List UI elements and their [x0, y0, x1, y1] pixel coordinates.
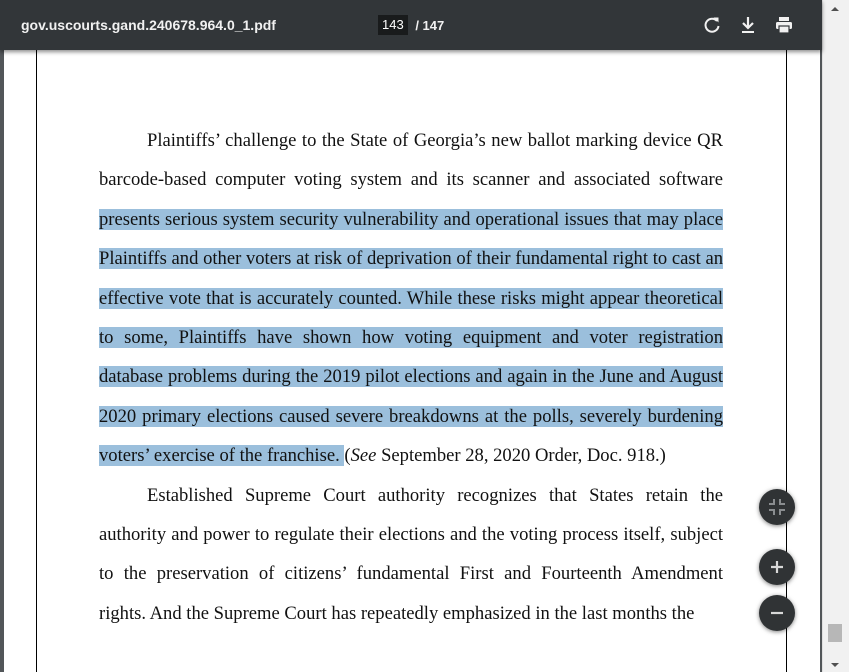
download-icon[interactable]: [738, 15, 758, 35]
fit-to-page-button[interactable]: [759, 489, 795, 525]
plus-icon: [767, 557, 787, 577]
vertical-scrollbar[interactable]: [822, 0, 849, 672]
page-number-input[interactable]: 143: [378, 15, 408, 35]
page-border-left: [36, 50, 37, 672]
page-total: / 147: [415, 17, 445, 33]
scroll-up-icon[interactable]: [828, 4, 842, 14]
page-text: [99, 121, 723, 633]
paragraph-2: Established Supreme Court authority recognizes that States retain the authority and power to regulate their elections and the voting process itself, subject to the preservation of citizens’ fundamental First and Fourteenth Amendment rights. And the Supreme Court has repeatedly emphasized in the last months the: [99, 484, 723, 624]
citation-see: See: [350, 445, 377, 467]
print-icon[interactable]: [774, 15, 794, 35]
paragraph-1-text[interactable]: . While these risks might appear theoretical to some, Plaintiffs: [99, 287, 724, 349]
citation-open: (: [344, 445, 351, 467]
document-title: gov.uscourts.gand.240678.964.0_1.pdf: [21, 17, 276, 33]
zoom-in-button[interactable]: [759, 549, 795, 585]
citation-text: September 28, 2020 Order, Doc. 918.): [376, 445, 666, 467]
fit-page-icon: [767, 497, 787, 517]
zoom-out-button[interactable]: [759, 595, 795, 631]
selected-text-1[interactable]: presents serious system security vulnerability and operational issues that may place Plaintiffs and other voters at risk of deprivation of their fundamental right to cast an effective vote that is accurately counted: [99, 208, 723, 309]
paragraph-1: [99, 121, 723, 476]
rotate-icon[interactable]: [702, 15, 722, 35]
paragraph-1-lead: Plaintiffs’ challenge to the State of Georgia’s new ballot marking device QR barcode-based computer voting system and its scanner and associated software: [99, 130, 723, 191]
selected-text-2[interactable]: have shown how voting equipment and voter registration database problems during the 2019 pilot elections and again in the June and August 2020 primary elections caused severe breakdowns at the polls, severely burdening voters’ exercise of the franchise.: [99, 327, 723, 467]
page-indicator: [378, 15, 444, 35]
document-viewer[interactable]: [0, 50, 822, 672]
scroll-down-icon[interactable]: [828, 660, 842, 670]
pdf-page: [4, 50, 820, 672]
minus-icon: [767, 603, 787, 623]
pdf-toolbar: [0, 0, 822, 50]
scrollbar-thumb[interactable]: [828, 624, 842, 642]
